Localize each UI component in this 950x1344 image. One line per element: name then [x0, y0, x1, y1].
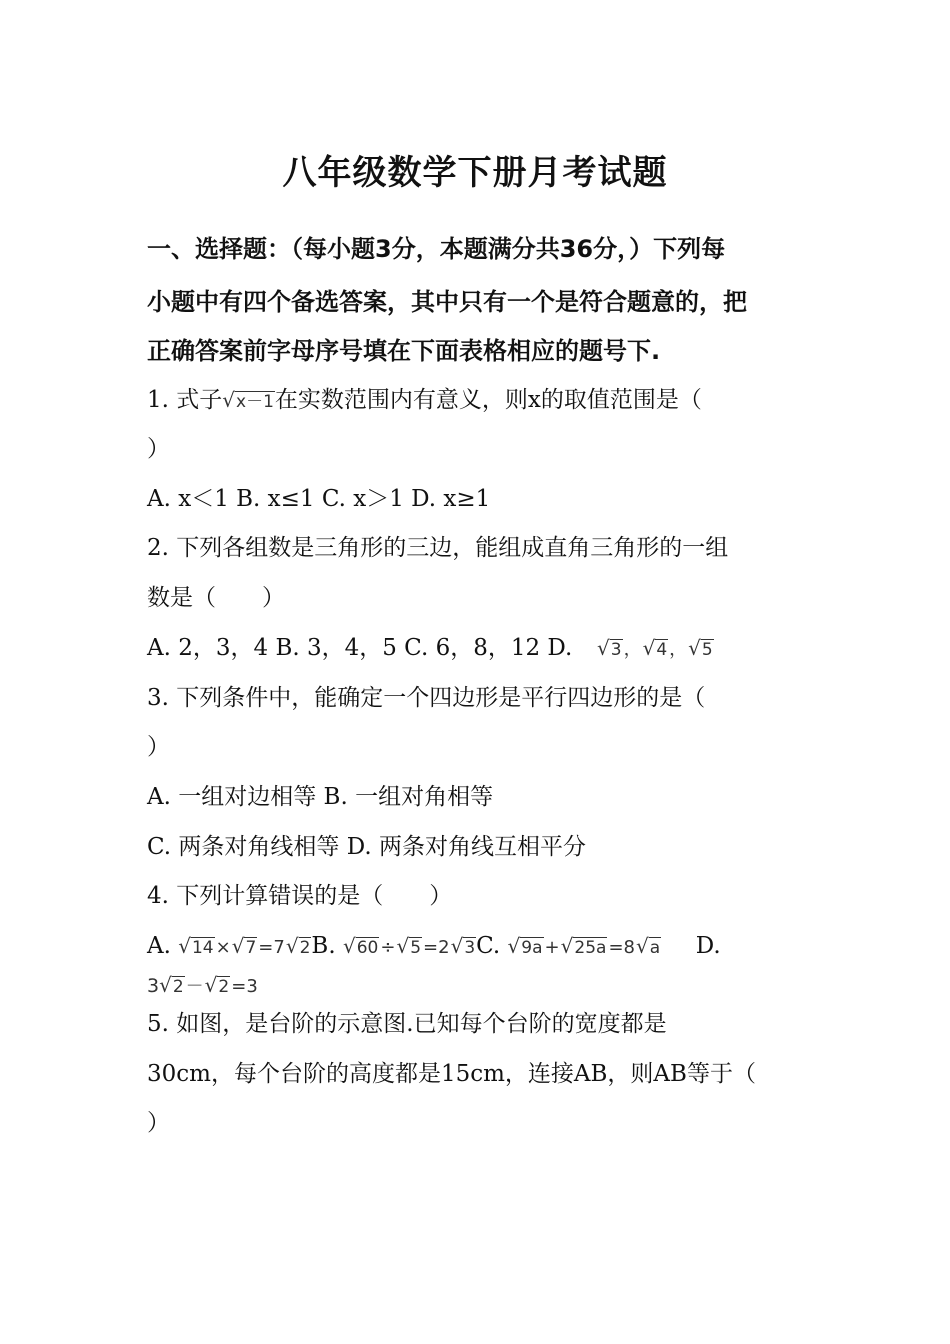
sqrt-icon: √ [178, 934, 191, 958]
sqrt-icon: √ [507, 934, 521, 958]
question-4-option-a-radical-2: √7 [231, 934, 257, 958]
question-2-options-text: A. 2，3，4 B. 3，4，5 C. 6，8，12 D. [147, 635, 573, 661]
question-5-stem-line-3: ） [147, 1110, 170, 1136]
section-instructions-line-3: 正确答案前字母序号填在下面表格相应的题号下. [147, 337, 661, 365]
sqrt-icon: √ [635, 934, 649, 958]
question-1-suffix: 在实数范围内有意义，则x的取值范围是（ [274, 387, 702, 413]
question-3-options-cd: C. 两条对角线相等 D. 两条对角线互相平分 [147, 834, 586, 860]
sqrt-icon: √ [560, 934, 574, 958]
question-5-stem-line-1: 5. 如图，是台阶的示意图.已知每个台阶的宽度都是 [147, 1011, 667, 1037]
page-title: 八年级数学下册月考试题 [282, 153, 668, 193]
question-4-options: A. √14 ×√7 =7√2B. √60 ÷√5 =2√3C. √9a +√25a =8√a D. [147, 929, 807, 963]
question-4-option-a-radical-3: √2 [285, 934, 311, 958]
sqrt-icon: √ [342, 934, 356, 958]
sqrt-icon: √ [231, 934, 245, 958]
question-4-option-d-radical-2: √2 [204, 973, 230, 997]
question-2-option-d-radical-1: √3 [596, 636, 622, 660]
sqrt-icon: √ [396, 934, 410, 958]
question-1-radicand: x－1 [236, 392, 274, 412]
question-4-option-d-radical-1: √2 [159, 973, 184, 997]
question-1-options: A. x＜1 B. x≤1 C. x＞1 D. x≥1 [147, 486, 491, 512]
sqrt-icon: √ [450, 934, 464, 958]
sqrt-icon: √ [159, 973, 172, 997]
section-instructions-line-2: 小题中有四个备选答案，其中只有一个是符合题意的，把 [147, 288, 747, 316]
question-1-stem [147, 383, 807, 417]
question-4-option-b-radical-3: √3 [450, 934, 476, 958]
question-4-option-d-label: D. [695, 933, 721, 959]
question-4-stem: 4. 下列计算错误的是（ ） [147, 883, 453, 909]
question-4-option-c-label: C. [476, 933, 501, 959]
sqrt-icon: √ [222, 388, 236, 412]
question-2-options: A. 2，3，4 B. 3，4，5 C. 6，8，12 D. √3 ，√4 ，√5 [147, 631, 807, 665]
question-2-stem-line-2: 数是（ ） [147, 585, 285, 611]
sqrt-icon: √ [596, 636, 610, 660]
question-1-prefix: 1. 式子 [147, 387, 223, 413]
question-4-option-b-radical-2: √5 [396, 934, 422, 958]
question-3-stem-line-2: ） [147, 734, 170, 760]
question-1-radical [222, 383, 275, 419]
section-instructions-line-1: 一、选择题：（每小题3分，本题满分共36分，）下列每 [147, 235, 726, 263]
question-3-options-ab: A. 一组对边相等 B. 一组对角相等 [147, 784, 494, 810]
question-4-option-a-radical-1: √14 [178, 934, 214, 958]
sqrt-icon: √ [688, 636, 701, 660]
question-4-option-a-label: A. [147, 933, 171, 959]
question-2-stem-line-1: 2. 下列各组数是三角形的三边，能组成直角三角形的一组 [147, 535, 729, 561]
question-4-option-c-radical-2: √25a [560, 934, 607, 958]
question-2-option-d-radical-3: √5 [688, 636, 713, 660]
question-4-option-c-radical-1: √9a [507, 934, 543, 958]
question-4-option-b-label: B. [311, 933, 336, 959]
question-2-option-d-radical-2: √4 [642, 636, 668, 660]
question-4-option-d-expression: 3√2 －√2 =3 [147, 968, 807, 1002]
question-4-option-b-radical-1: √60 [342, 934, 379, 958]
question-4-option-c-radical-3: √a [635, 934, 661, 958]
question-5-stem-line-2: 30cm，每个台阶的高度都是15cm，连接AB，则AB等于（ [147, 1061, 756, 1087]
question-3-stem-line-1: 3. 下列条件中，能确定一个四边形是平行四边形的是（ [147, 685, 706, 711]
sqrt-icon: √ [204, 973, 218, 997]
sqrt-icon: √ [642, 636, 656, 660]
sqrt-icon: √ [285, 934, 299, 958]
question-1-close: ） [147, 436, 170, 462]
